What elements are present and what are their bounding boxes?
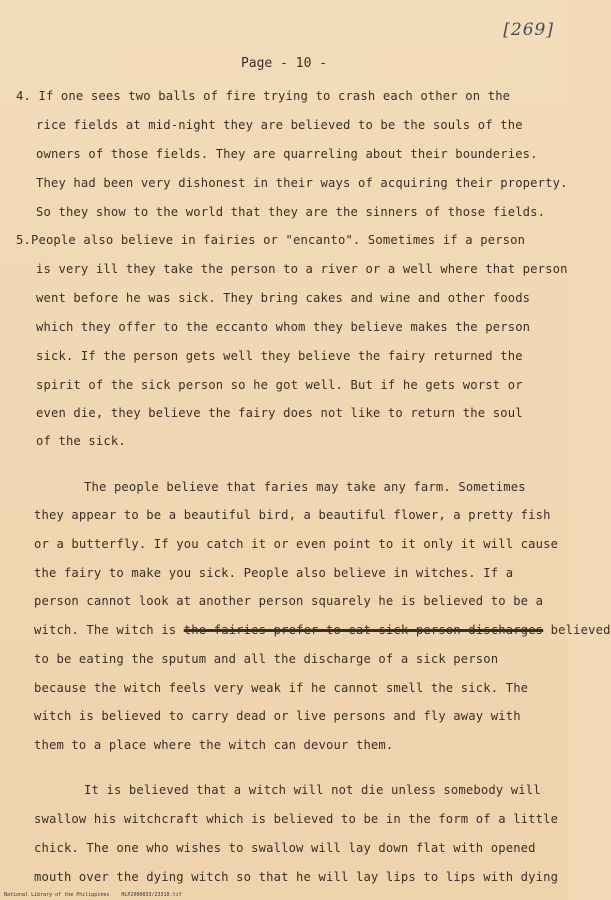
text-line: swallow his witchcraft which is believed to be in the form of a little [34,812,559,826]
text-line: So they show to the world that they are the sinners of those fields. [36,205,546,219]
text-line: witch is believed to carry dead or live persons and fly away with [34,709,521,723]
text-line: sick. If the person gets well they believe the fairy returned the [36,349,523,363]
handwritten-page-number: [269] [503,20,554,40]
text-line: 5.People also believe in fairies or "encanto". Sometimes if a person [16,233,526,247]
text-line: is very ill they take the person to a river or a well where that person [36,262,568,276]
archive-footer: National Library of the Philippines HLP2000033/23310.tif [4,892,182,898]
text-line: they appear to be a beautiful bird, a beautiful flower, a pretty fish [34,508,551,522]
text-segment: witch. The witch is [34,623,177,637]
text-line: chick. The one who wishes to swallow will lay down flat with opened [34,841,536,855]
text-segment: believed [550,623,611,637]
text-line-with-strikeout [34,622,611,638]
text-line: The people believe that faries may take any farm. Sometimes [84,480,526,494]
struck-out-text: the fairies prefer to eat sick person discharges [183,623,544,637]
text-line: rice fields at mid-night they are believed to be the souls of the [36,118,523,132]
text-line: It is believed that a witch will not die unless somebody will [84,783,541,797]
text-line: of the sick. [36,434,126,448]
text-line: went before he was sick. They bring cakes and wine and other foods [36,291,531,305]
text-line: or a butterfly. If you catch it or even point to it only it will cause [34,537,559,551]
text-line: They had been very dishonest in their ways of acquiring their property. [36,176,568,190]
text-line: because the witch feels very weak if he cannot smell the sick. The [34,681,529,695]
text-line: mouth over the dying witch so that he will lay lips to lips with dying [34,870,559,884]
text-line: which they offer to the eccanto whom they believe makes the person [36,320,531,334]
text-line: to be eating the sputum and all the discharge of a sick person [34,652,499,666]
text-line: 4. If one sees two balls of fire trying to crash each other on the [16,89,511,103]
text-line: spirit of the sick person so he got well. But if he gets worst or [36,378,523,392]
text-line: even die, they believe the fairy does not like to return the soul [36,406,523,420]
text-line: them to a place where the witch can devour them. [34,738,394,752]
page-header: Page - 10 - [240,56,328,71]
text-line: person cannot look at another person squarely he is believed to be a [34,594,544,608]
text-line: the fairy to make you sick. People also believe in witches. If a [34,566,514,580]
text-line: owners of those fields. They are quarreling about their bounderies. [36,147,538,161]
